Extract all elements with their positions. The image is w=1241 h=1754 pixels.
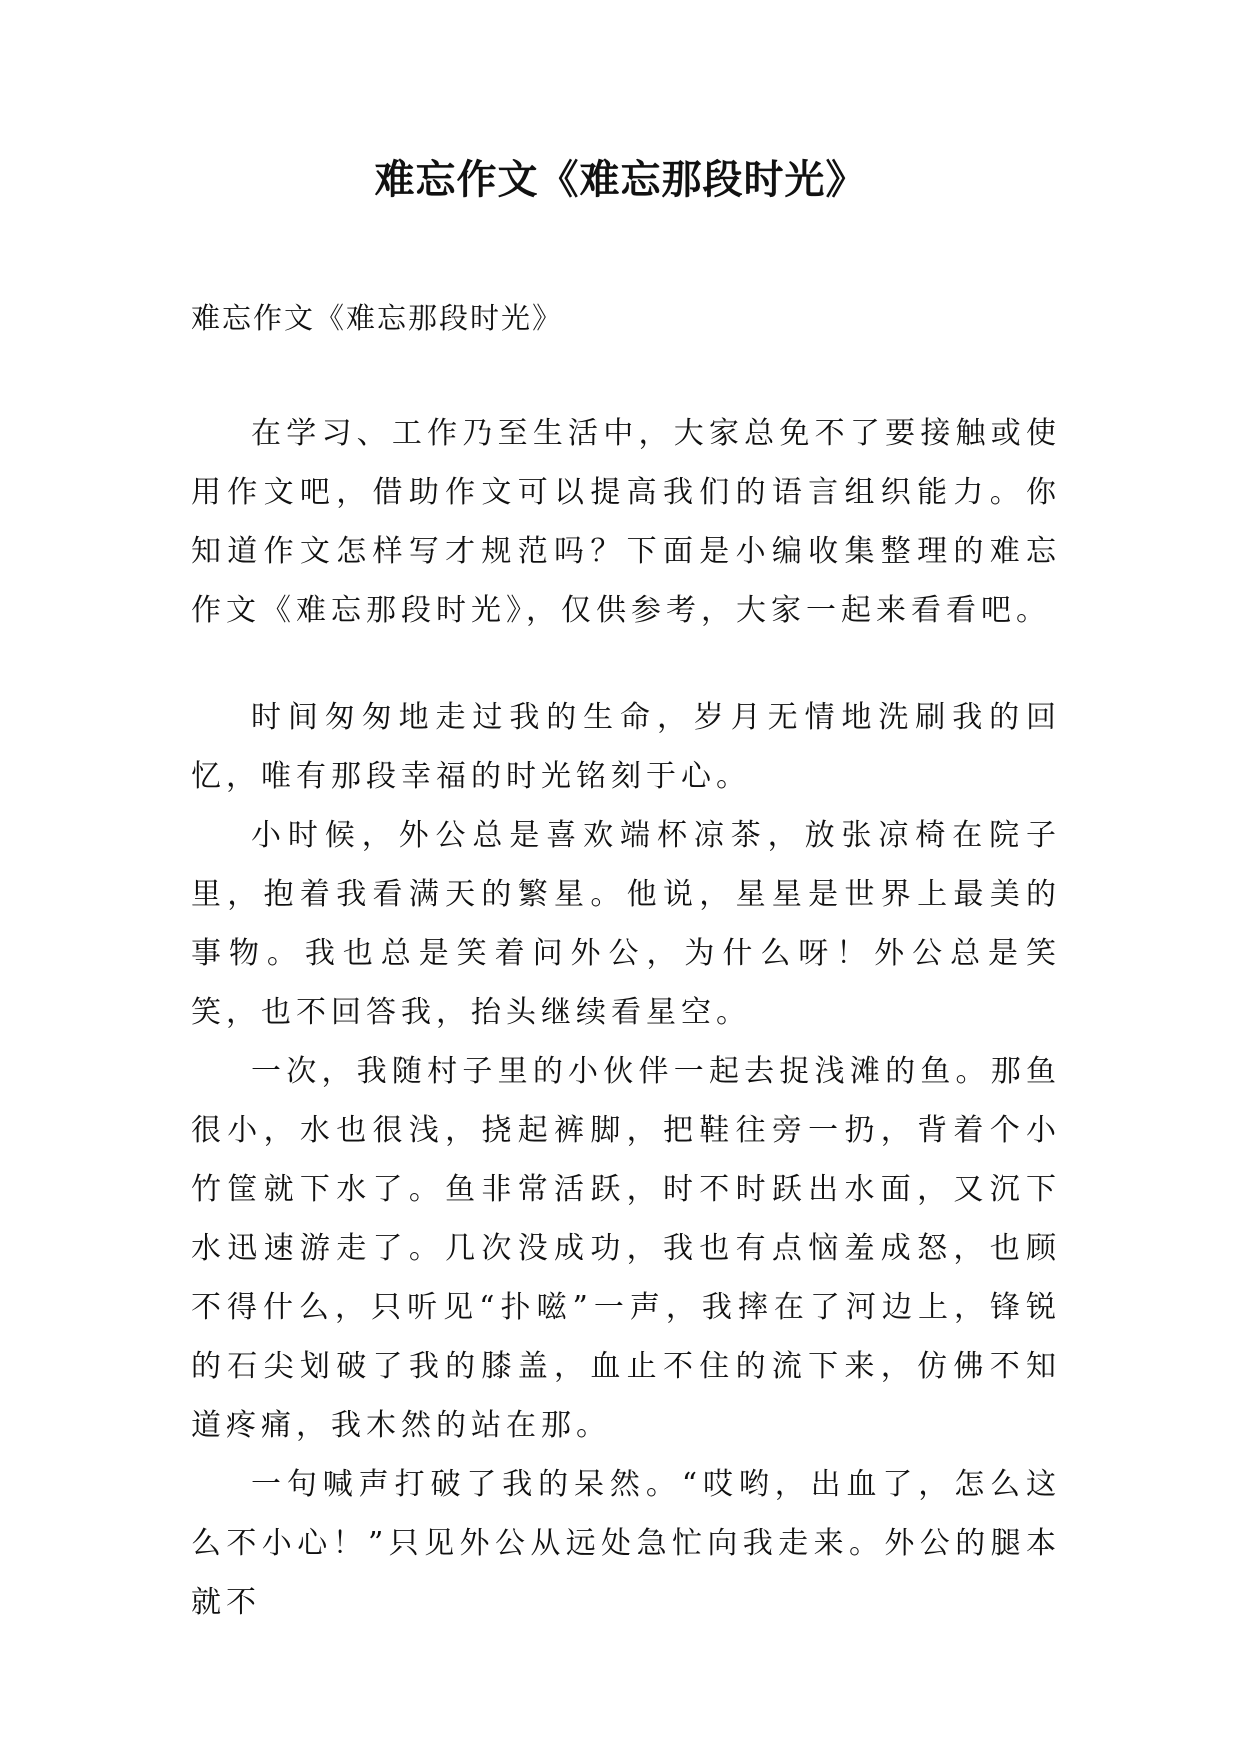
essay-body — [191, 688, 1061, 1632]
intro-paragraph: 在学习、工作乃至生活中，大家总免不了要接触或使用作文吧，借助作文可以提高我们的语言组织能力。你知道作文怎样写才规范吗？下面是小编收集整理的难忘作文《难忘那段时光》，仅供参考，大家一起来看看吧。 — [191, 416, 1061, 628]
document-title: 难忘作文《难忘那段时光》 — [374, 157, 867, 203]
paragraph-1: 时间匆匆地走过我的生命，岁月无情地洗刷我的回忆，唯有那段幸福的时光铭刻于心。 — [191, 700, 1061, 794]
intro-section — [191, 404, 1061, 640]
document-subtitle: 难忘作文《难忘那段时光》 — [191, 301, 564, 335]
paragraph-4: 一句喊声打破了我的呆然。“哎哟，出血了，怎么这么不小心！”只见外公从远处急忙向我走来。外公的腿本就不 — [191, 1467, 1061, 1620]
paragraph-2: 小时候，外公总是喜欢端杯凉茶，放张凉椅在院子里，抱着我看满天的繁星。他说，星星是世界上最美的事物。我也总是笑着问外公，为什么呀！外公总是笑笑，也不回答我，抬头继续看星空。 — [191, 818, 1061, 1030]
paragraph-3: 一次，我随村子里的小伙伴一起去捉浅滩的鱼。那鱼很小，水也很浅，挠起裤脚，把鞋往旁一扔，背着个小竹筐就下水了。鱼非常活跃，时不时跃出水面，又沉下水迅速游走了。几次没成功，我也有点恼羞成怒，也顾不得什么，只听见“扑嗞”一声，我摔在了河边上，锋锐的石尖划破了我的膝盖，血止不住的流下来，仿佛不知道疼痛，我木然的站在那。 — [191, 1054, 1061, 1443]
